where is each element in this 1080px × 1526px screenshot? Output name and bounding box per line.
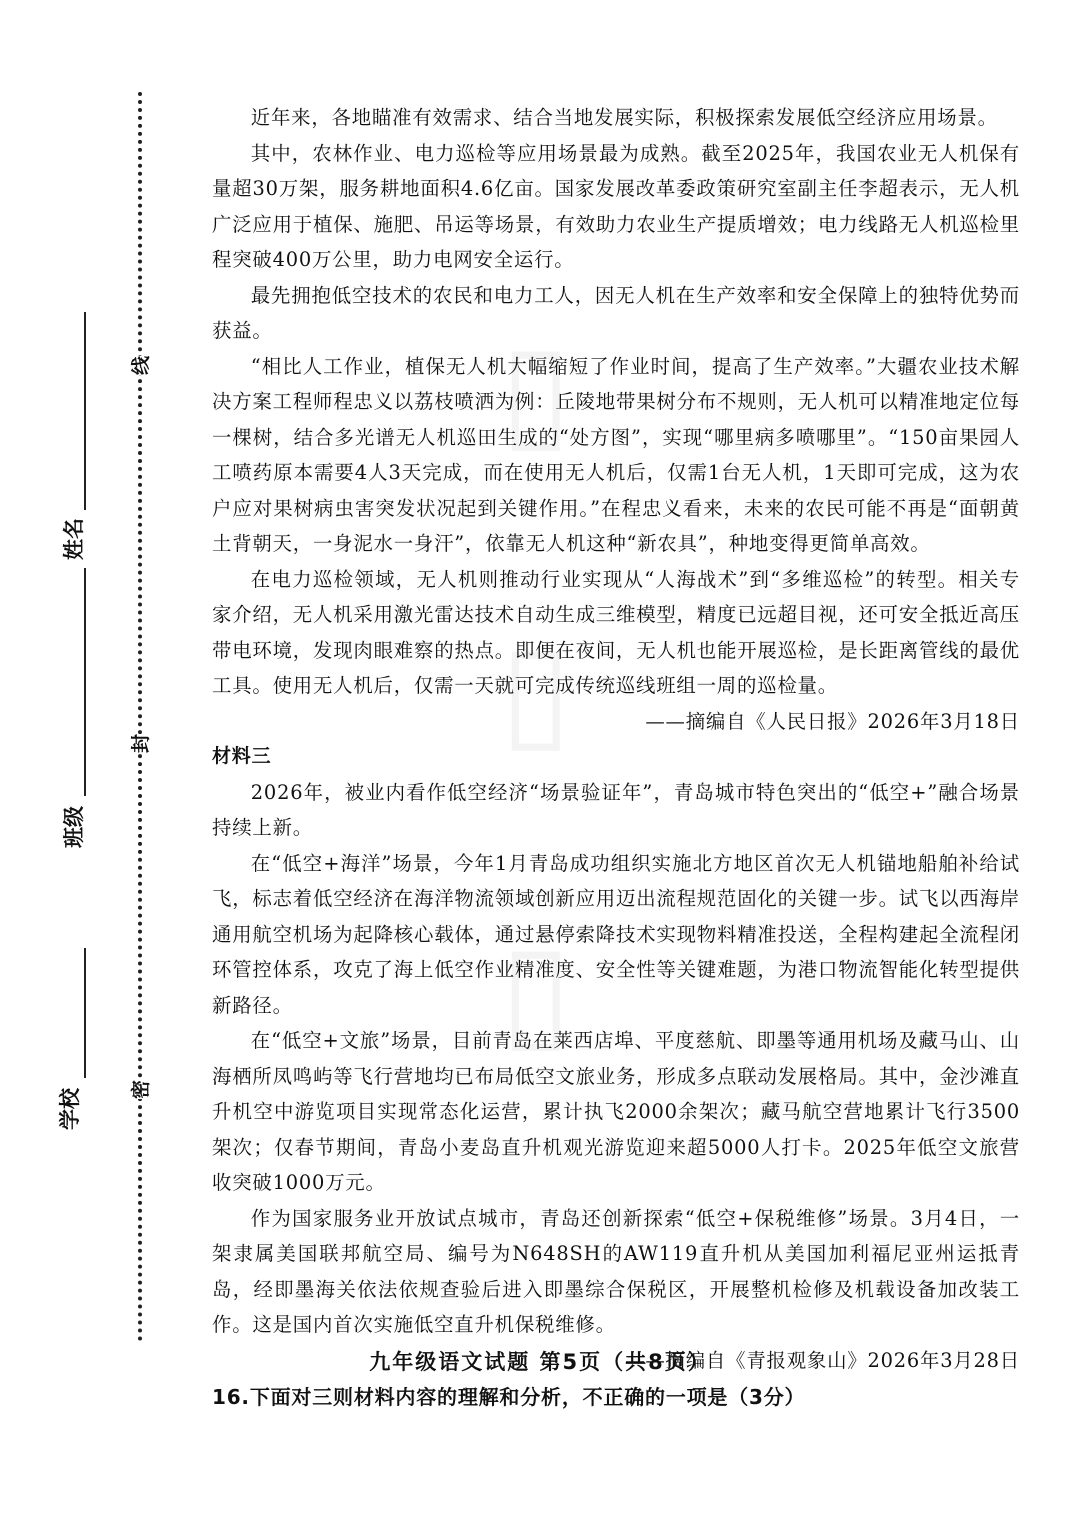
paragraph: 在“低空+海洋”场景，今年1月青岛成功组织实施北方地区首次无人机锚地船舶补给试飞，标志着低空经济在海洋物流领域创新应用迈出流程规范固化的关键一步。试飞以西海岸通用航空机场为起降核心载体，通过悬停索降技术实现物料精准投送，全程构建起全流程闭环管控体系，攻克了海上低空作业精准度、安全性等关键难题，为港口物流智能化转型提供新路径。 <box>212 851 1020 1017</box>
paragraph: 最先拥抱低空技术的农民和电力工人，因无人机在生产效率和安全保障上的独特优势而获益。 <box>212 283 1020 342</box>
material-text <box>212 100 1020 1416</box>
name-field[interactable] <box>84 312 86 510</box>
question-16: 16.下面对三则材料内容的理解和分析，不正确的一项是（3分） <box>212 1385 806 1409</box>
seal-xian: 线 <box>124 356 155 375</box>
seal-mi: 密 <box>124 1080 155 1099</box>
page-footer <box>0 1338 1080 1374</box>
footer-text: 九年级语文试题 第5页（共8页） <box>369 1350 711 1374</box>
paragraph: 在电力巡检领域，无人机则推动行业实现从“人海战术”到“多维巡检”的转型。相关专家介绍，无人机采用激光雷达技术自动生成三维模型，精度已远超目视，还可安全抵近高压带电环境，发现肉眼难察的热点。即便在夜间，无人机也能开展巡检，是长距离管线的最优工具。使用无人机后，仅需一天就可完成传统巡线班组一周的巡检量。 <box>212 567 1020 697</box>
paragraph: 2026年，被业内看作低空经济“场景验证年”，青岛城市特色突出的“低空+”融合场景持续上新。 <box>212 780 1020 839</box>
seal-feng: 封 <box>124 734 155 753</box>
binding-dotted-line <box>138 92 142 1342</box>
paragraph: 作为国家服务业开放试点城市，青岛还创新探索“低空+保税维修”场景。3月4日，一架隶属美国联邦航空局、编号为N648SH的AW119直升机从美国加利福尼亚州运抵青岛，经即墨海关依法依规查验后进入即墨综合保税区，开展整机检修及机载设备加改装工作。这是国内首次实施低空直升机保税维修。 <box>212 1206 1020 1336</box>
material-heading: 材料三 <box>212 745 272 767</box>
source-citation: ——摘编自《青报观象山》2026年3月28日 <box>625 1348 1020 1372</box>
paragraph: 近年来，各地瞄准有效需求、结合当地发展实际，积极探索发展低空经济应用场景。 <box>250 106 998 129</box>
name-label: 姓名 <box>62 518 86 560</box>
school-field[interactable] <box>84 948 86 1078</box>
paragraph: 其中，农林作业、电力巡检等应用场景最为成熟。截至2025年，我国农业无人机保有量超30万架，服务耕地面积4.6亿亩。国家发展改革委政策研究室副主任李超表示，无人机广泛应用于植保、施肥、吊运等场景，有效助力农业生产提质增效；电力线路无人机巡检里程突破400万公里，助力电网安全运行。 <box>212 141 1020 271</box>
paragraph: “相比人工作业，植保无人机大幅缩短了作业时间，提高了生产效率。”大疆农业技术解决方案工程师程忠义以荔枝喷洒为例：丘陵地带果树分布不规则，无人机可以精准地定位每一棵树，结合多光谱无人机巡田生成的“处方图”，实现“哪里病多喷哪里”。“150亩果园人工喷药原本需要4人3天完成，而在使用无人机后，仅需1台无人机，1天即可完成，这为农户应对果树病虫害突发状况起到关键作用。”在程忠义看来，未来的农民可能不再是“面朝黄土背朝天，一身泥水一身汗”，依靠无人机这种“新农具”，种地变得更简单高效。 <box>212 354 1020 555</box>
paragraph: 在“低空+文旅”场景，目前青岛在莱西店埠、平度慈航、即墨等通用机场及藏马山、山海栖所凤鸣屿等飞行营地均已布局低空文旅业务，形成多点联动发展格局。其中，金沙滩直升机空中游览项目实现常态化运营，累计执飞2000余架次；藏马航空营地累计飞行3500架次；仅春节期间，青岛小麦岛直升机观光游览迎来超5000人打卡。2025年低空文旅营收突破1000万元。 <box>212 1029 1020 1194</box>
school-label: 学校 <box>58 1088 82 1130</box>
class-field[interactable] <box>84 568 86 796</box>
class-label: 班级 <box>62 806 86 848</box>
source-citation: ——摘编自《人民日报》2026年3月18日 <box>645 709 1020 733</box>
